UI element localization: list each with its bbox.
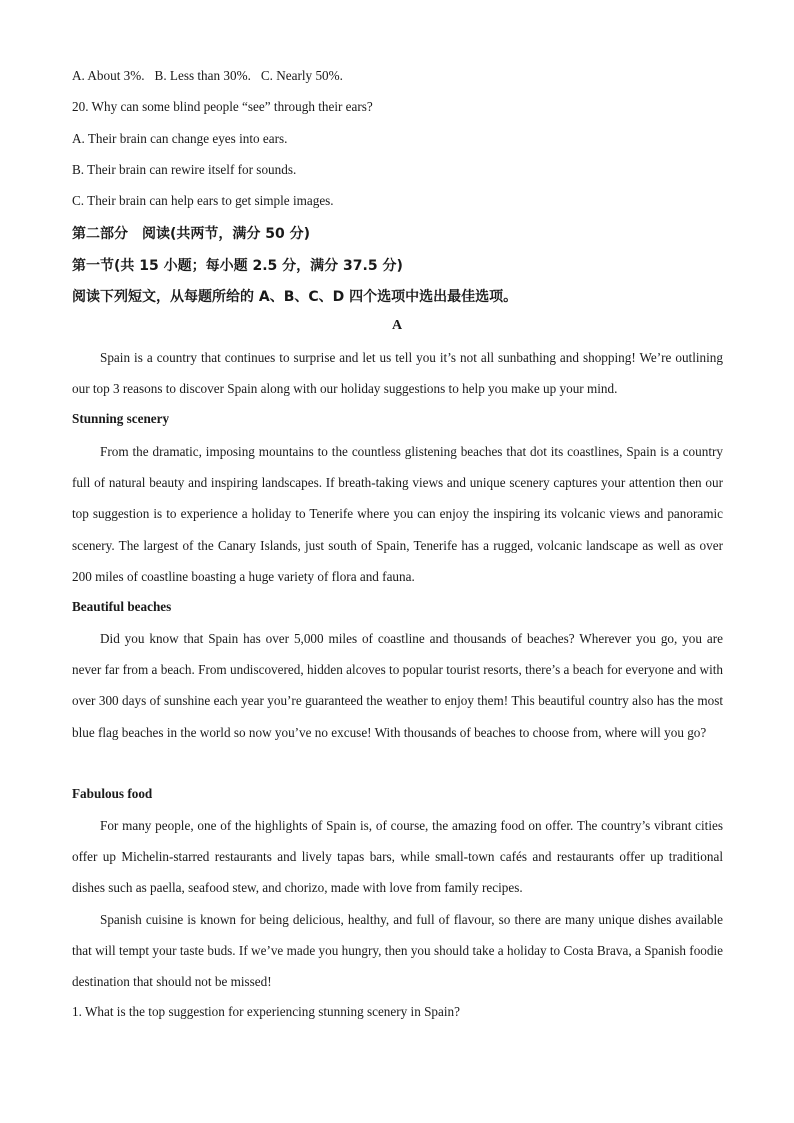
beaches-paragraph: Did you know that Spain has over 5,000 miles of coastline and thousands of beaches? Wherever you go, you are never far from a beach. From undiscovered, hidden alcoves to popular tourist resorts, there’s a beach for everyone and with over 300 days of sunshine each year you’re guaranteed the weather to enjoy them! This beautiful country also has the most blue flag beaches in the world so now you’ve no excuse! With thousands of beaches to choose from, where will you go? xyxy=(72,631,723,740)
section-subtitle: 第一节(共 15 小题；每小题 2.5 分，满分 37.5 分) xyxy=(72,258,403,274)
q20-option-a: A. Their brain can change eyes into ears. xyxy=(72,131,288,146)
q19-option-b: B. Less than 30%. xyxy=(154,68,251,83)
part-title: 第二部分 阅读(共两节，满分 50 分) xyxy=(72,226,311,242)
q1-question: 1. What is the top suggestion for experiencing stunning scenery in Spain? xyxy=(72,1004,460,1019)
q19-option-c: C. Nearly 50%. xyxy=(260,68,343,83)
passage-intro: Spain is a country that continues to surprise and let us tell you it’s not all sunbathing and shopping! We’re outlining our top 3 reasons to discover Spain along with our holiday suggestions to help you make up your mind. xyxy=(72,350,723,397)
food-paragraph-2: Spanish cuisine is known for being delicious, healthy, and full of flavour, so there are many unique dishes available that will tempt your taste buds. If we’ve made you hungry, then you should take a holiday to Costa Brava, a Spanish foodie destination that should not be missed! xyxy=(72,912,723,990)
reading-instruction: 阅读下列短文，从每题所给的 A、B、C、D 四个选项中选出最佳选项。 xyxy=(72,289,518,305)
section-heading-food: Fabulous food xyxy=(72,786,153,801)
section-heading-scenery: Stunning scenery xyxy=(72,411,170,426)
food-paragraph-1: For many people, one of the highlights of Spain is, of course, the amazing food on offer. The country’s vibrant cities offer up Michelin-starred restaurants and lively tapas bars, while small-town cafés and restaurants offer up traditional dishes such as paella, seafood stew, and chorizo, made with love from family recipes. xyxy=(72,818,723,896)
passage-label: A xyxy=(391,318,403,333)
q20-option-c: C. Their brain can help ears to get simple images. xyxy=(72,193,334,208)
q19-option-a: A. About 3%. xyxy=(72,68,145,83)
q19-options xyxy=(72,68,343,84)
scenery-paragraph: From the dramatic, imposing mountains to the countless glistening beaches that dot its coastlines, Spain is a country full of natural beauty and inspiring landscapes. If breath-taking views and unique scenery captures your attention then our top suggestion is to experience a holiday to Tenerife where you can enjoy the inspiring its volcanic views and panoramic scenery. The largest of the Canary Islands, just south of Spain, Tenerife has a rugged, volcanic landscape as well as over 200 miles of coastline boasting a huge variety of flora and fauna. xyxy=(72,444,723,584)
q20-option-b: B. Their brain can rewire itself for sounds. xyxy=(72,162,297,177)
section-heading-beaches: Beautiful beaches xyxy=(72,599,172,614)
q20-question: 20. Why can some blind people “see” through their ears? xyxy=(72,99,373,114)
